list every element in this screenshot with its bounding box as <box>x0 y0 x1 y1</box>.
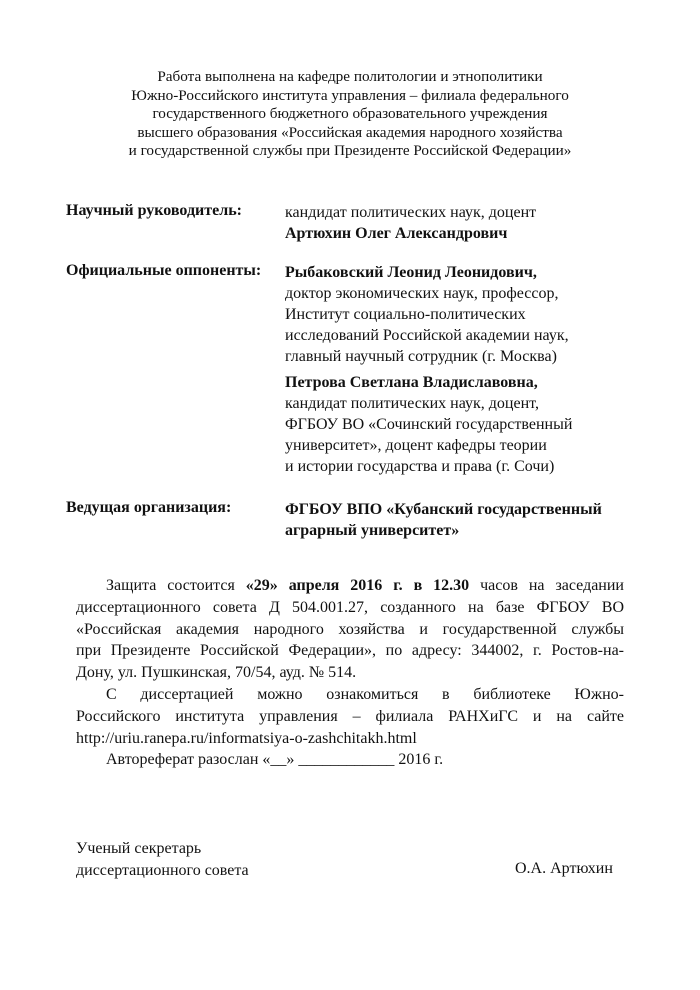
opponent-first-block <box>285 262 569 367</box>
opponent-second-line: и истории государства и права (г. Сочи) <box>285 458 555 475</box>
defense-line: «Российская академия народного хозяйства и государственной службы <box>76 620 624 638</box>
secretary-title-line: диссертационного совета <box>76 862 249 879</box>
defense-text: часов на заседании <box>469 577 624 594</box>
defense-paragraph <box>76 575 624 771</box>
library-line: С диссертацией можно ознакомиться в библиотеке Южно- <box>106 685 624 703</box>
secretary-name: О.А. Артюхин <box>515 860 613 877</box>
opponent-first-line: Институт социально-политических <box>285 306 526 323</box>
header-line: высшего образования «Российская академия народного хозяйства <box>137 123 563 141</box>
lead-org-line: ФГБОУ ВПО «Кубанский государственный <box>285 501 602 518</box>
website-link[interactable]: http://uriu.ranepa.ru/informatsiya-o-zashchitakh.html <box>76 729 417 747</box>
defense-text: Защита состоится <box>106 577 246 594</box>
defense-line: Дону, ул. Пушкинская, 70/54, ауд. № 514. <box>76 664 357 682</box>
header-line: и государственной службы при Президенте Российской Федерации» <box>128 142 572 160</box>
supervisor-block <box>285 202 536 244</box>
opponent-second-line: ФГБОУ ВО «Сочинский государственный <box>285 416 573 433</box>
abstract-sent-line: Автореферат разослан «__» ____________ 2016 г. <box>106 751 444 769</box>
header-line: государственного бюджетного образовательного учреждения <box>152 105 548 123</box>
opponent-second-line: университет», доцент кафедры теории <box>285 437 547 454</box>
supervisor-name: Артюхин Олег Александрович <box>285 225 508 242</box>
header-line: Южно-Российского института управления – филиала федерального <box>131 86 569 104</box>
supervisor-label: Научный руководитель: <box>66 202 242 219</box>
opponent-first-line: исследований Российской академии наук, <box>285 327 569 344</box>
header-line: Работа выполнена на кафедре политологии и этнополитики <box>157 68 543 85</box>
lead-org-line: аграрный университет» <box>285 522 460 539</box>
defense-line: при Президенте Российской Федерации», по адресу: 344002, г. Ростов-на- <box>76 642 624 660</box>
supervisor-degree: кандидат политических наук, доцент <box>285 204 537 221</box>
defense-line-1 <box>76 575 624 597</box>
defense-line: диссертационного совета Д 504.001.27, созданного на базе ФГБОУ ВО <box>76 598 624 616</box>
opponent-second-block <box>285 372 572 477</box>
institution-header <box>60 68 640 161</box>
opponent-first-line: доктор экономических наук, профессор, <box>285 285 559 302</box>
opponent-second-name: Петрова Светлана Владиславовна, <box>285 374 538 391</box>
opponents-label: Официальные оппоненты: <box>66 262 262 279</box>
secretary-title-line: Ученый секретарь <box>76 840 202 857</box>
lead-org-block <box>285 499 602 541</box>
library-line: Российского института управления – филиала РАНХиГС и на сайте <box>76 707 624 725</box>
opponent-first-name: Рыбаковский Леонид Леонидович, <box>285 264 537 281</box>
opponent-first-line: главный научный сотрудник (г. Москва) <box>285 348 557 365</box>
lead-org-label: Ведущая организация: <box>66 499 232 516</box>
opponent-second-line: кандидат политических наук, доцент, <box>285 395 539 412</box>
secretary-title <box>76 838 249 882</box>
defense-date: «29» апреля 2016 г. в 12.30 <box>245 577 470 594</box>
